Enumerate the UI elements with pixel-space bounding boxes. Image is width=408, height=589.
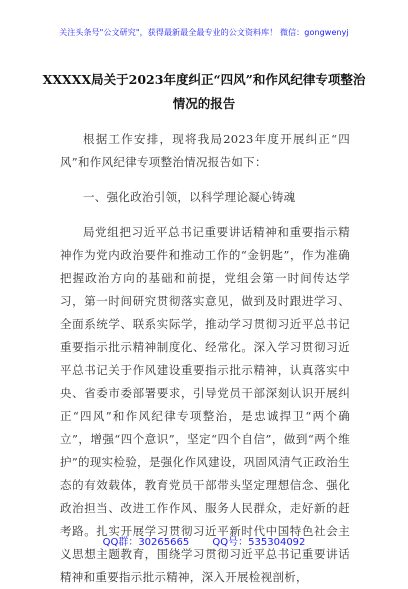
document-title-continued: 情况的报告 [172,96,236,111]
section-heading: 一、强化政治引领，以科学理论凝心铸魂 [83,190,296,204]
intro-paragraph: 根据工作安排，现将我局2023年度开展纠正“四风”和作风纪律专项整治情况报告如下： [60,132,350,169]
footer-contact [0,533,408,548]
document-title: XXXXX局关于2023年度纠正“四风”和作风纪律专项整治 [42,72,366,87]
header-banner: 关注头条号"公文研究"，获得最新最全最专业的公文资料库！ 微信：gongwenyj [59,28,349,37]
qq-number-text: QQ号：535304092 [212,537,306,548]
qq-group-text: QQ群：30265665 [102,537,190,548]
body-paragraph: 局党组把习近平总书记重要讲话精神和重要指示精神作为党内政治要件和推动工作的“金钥匙”，作为准确把握政治方向的基础和前提，党组会第一时间传达学习，第一时间研究贯彻落实意见，做到及时跟进学习、全面系统学、联系实际学，推动学习贯彻习近平总书记重要指示批示精神制度化、经常化。深入学习贯彻习近平总书记关于作风建设重要指示批示精神，认真落实中央、省委市委部署要求，引导党员干部深刻认识开展纠正“四风”和作风纪律专项整治，是忠诚捍卫“两个确立”，增强“四个意识”，坚定“四个自信”，做到“两个维护”的现实检验，是强化作风建设，巩固风清气正政治生态的有效载体，教育党员干部带头坚定理想信念、强化政治担当、改进工作作风、服务人民群众，走好新的赶考路。扎实开展学习贯彻习近平新时代中国特色社会主义思想主题教育，围绕学习贯彻习近平总书记重要讲话精神和重要指示批示精神，深入开展检视剖析， [60,225,350,584]
document-body [60,120,350,589]
